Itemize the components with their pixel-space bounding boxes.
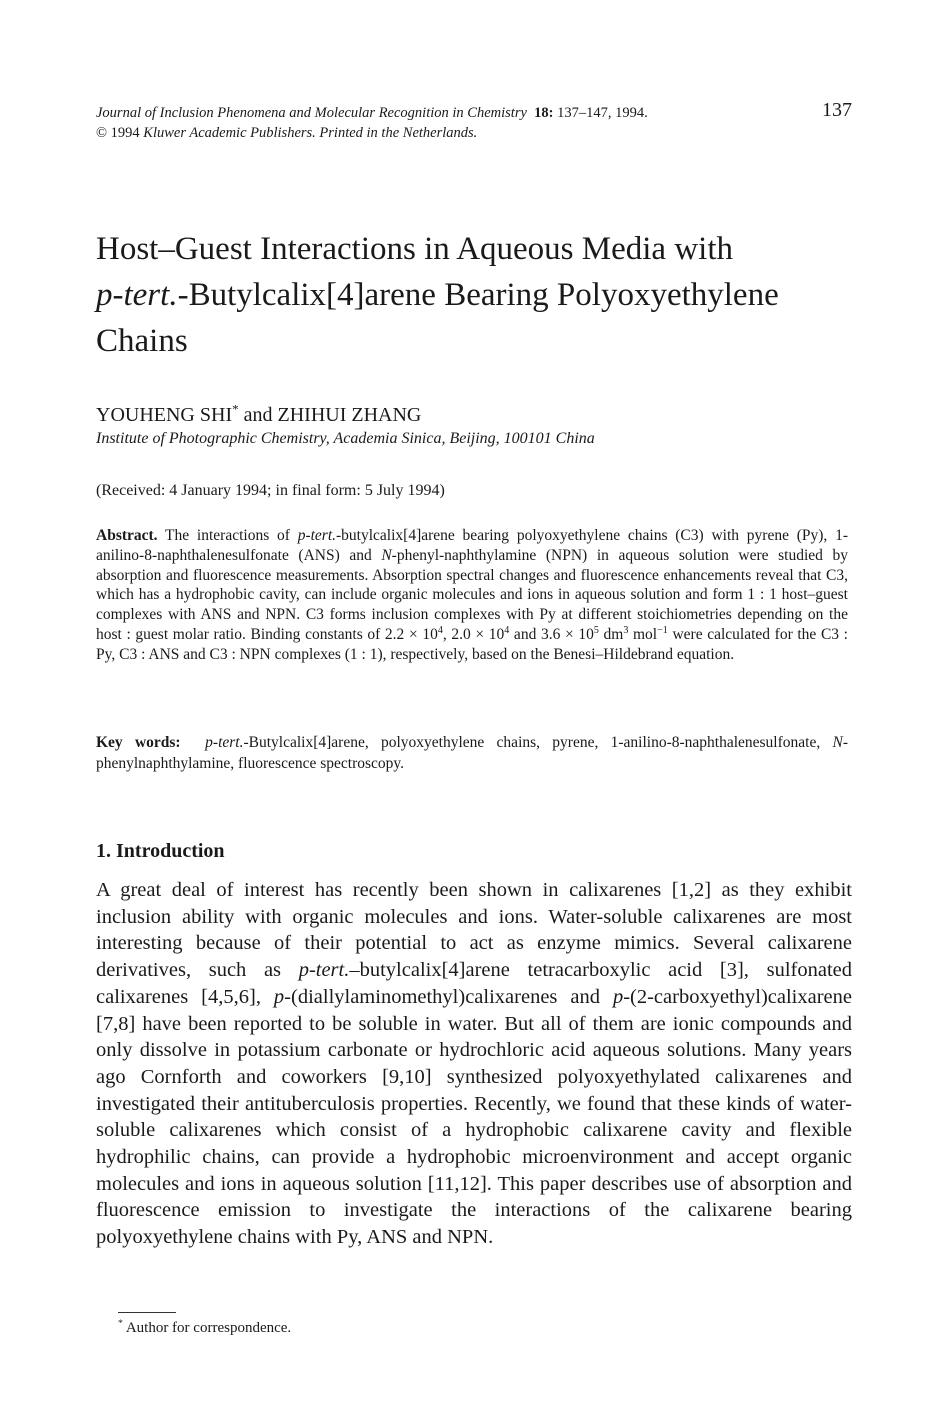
- keywords: [96, 732, 848, 774]
- keywords-italic: N: [832, 734, 843, 751]
- affiliation: Institute of Photographic Chemistry, Academia Sinica, Beijing, 100101 China: [96, 430, 595, 447]
- journal-volume: 18:: [534, 105, 554, 121]
- section-heading: 1. Introduction: [96, 840, 225, 862]
- introduction-paragraph: [96, 877, 852, 1251]
- received-dates: (Received: 4 January 1994; in final form: 5 July 1994): [96, 482, 445, 499]
- journal-pages-year: 137–147, 1994.: [557, 105, 648, 121]
- copyright-year: 1994: [110, 125, 140, 141]
- footnote-rule: [118, 1312, 176, 1313]
- keywords-text: -Butylcalix[4]arene, polyoxyethylene chains, pyrene, 1-anilino-8-naphthalenesulfonate,: [243, 734, 833, 751]
- footnote: [118, 1320, 291, 1337]
- abstract-text: -phenyl-naphthylamine (NPN) in aqueous solution were studied by absorption and fluorescence measurements. Absorption spectral changes and fluorescence enhancements reveal that C3, which has a hydrophobic cavity, can include organic molecules and ions in aqueous solution and form 1 : 1 host–guest complexes with ANS and NPN. C3 forms inclusion complexes with Py at different stoichiometries depending on the host : guest molar ratio. Binding constants of 2.2 × 10: [96, 546, 848, 643]
- abstract-exponent: −1: [657, 624, 668, 636]
- journal-header: [96, 103, 648, 143]
- abstract-exponent: 5: [593, 624, 599, 636]
- title-line-2-rest: -Butylcalix[4]arene Bearing Polyoxyethylene: [177, 277, 779, 313]
- journal-citation-line: [96, 103, 648, 123]
- keywords-text: -phenylnaphthylamine, fluorescence spectroscopy.: [96, 734, 849, 772]
- abstract: [96, 526, 848, 665]
- correspondence-mark: *: [232, 401, 239, 417]
- abstract-text: were calculated for the C3 : Py, C3 : ANS and C3 : NPN complexes (1 : 1), respectively, based on the Benesi–Hildebrand equation.: [96, 625, 848, 663]
- intro-text: -(2-carboxyethyl)calixarene [7,8] have been reported to be soluble in water. But all of them are ionic compounds and only dissolve in potassium carbonate or hydrochloric acid aqueous solutions. Many years ago Cornforth and coworkers [9,10] synthesized polyoxyethylated calixarenes and investigated their antituberculosis properties. Recently, we found that these kinds of water-soluble calixarenes which consist of a hydrophobic calixarene cavity and flexible hydrophilic chains, can provide a hydrophobic microenvironment and accept organic molecules and ions in aqueous solution [11,12]. This paper describes use of absorption and fluorescence emission to investigate the interactions of the calixarene bearing polyoxyethylene chains with Py, ANS and NPN.: [96, 985, 852, 1249]
- footnote-text: Author for correspondence.: [125, 1320, 292, 1336]
- abstract-exponent: 4: [437, 624, 443, 636]
- abstract-label: Abstract.: [96, 527, 158, 544]
- abstract-italic: N: [381, 546, 392, 564]
- abstract-text: mol: [628, 625, 658, 643]
- title-line-3: Chains: [96, 323, 188, 359]
- author-list: [96, 401, 422, 427]
- intro-text: A great deal of interest has recently been shown in calixarenes [1,2] as they exhibit inclusion ability with organic molecules and ions. Water-soluble calixarenes are most interesting because of their potential to act as enzyme mimics. Several calixarene derivatives, such as: [96, 879, 852, 982]
- author-2: ZHIHUI ZHANG: [277, 404, 422, 426]
- abstract-exponent: 4: [504, 624, 510, 636]
- abstract-italic: p-tert.: [297, 527, 337, 544]
- copyright-symbol: ©: [96, 125, 108, 141]
- abstract-text: -butylcalix[4]arene bearing polyoxyethylene chains (C3) with pyrene (Py), 1-anilino-8-naphthalenesulfonate (ANS) and: [96, 527, 848, 564]
- title-italic-prefix: p-tert.: [96, 277, 178, 313]
- footnote-mark: *: [118, 1318, 123, 1329]
- page-number: 137: [822, 99, 852, 121]
- journal-name: Journal of Inclusion Phenomena and Molecular Recognition in Chemistry: [96, 105, 527, 121]
- keywords-italic: p-tert.: [205, 734, 244, 751]
- abstract-text: , 2.0 × 10: [442, 625, 505, 643]
- author-1: YOUHENG SHI: [96, 404, 233, 426]
- intro-italic: p: [273, 985, 285, 1008]
- intro-italic: p-tert.: [298, 959, 350, 982]
- keywords-label: Key words:: [96, 734, 181, 751]
- intro-text: –butylcalix[4]arene tetracarboxylic acid [3], sulfonated calixarenes [4,5,6],: [96, 959, 852, 1008]
- intro-text: -(diallylaminomethyl)calixarenes and: [284, 985, 613, 1008]
- author-connector: and: [243, 404, 273, 426]
- abstract-text: and 3.6 × 10: [509, 625, 594, 643]
- publisher: Kluwer Academic Publishers. Printed in the Netherlands.: [143, 125, 478, 141]
- abstract-text: The interactions of: [157, 527, 298, 544]
- abstract-exponent: 3: [623, 624, 629, 636]
- title-line-2: [96, 272, 876, 318]
- title-line-1: Host–Guest Interactions in Aqueous Media with: [96, 231, 733, 267]
- intro-italic: p: [612, 985, 624, 1008]
- paper-title: [96, 226, 876, 364]
- copyright-line: [96, 123, 648, 143]
- abstract-text: dm: [598, 625, 624, 643]
